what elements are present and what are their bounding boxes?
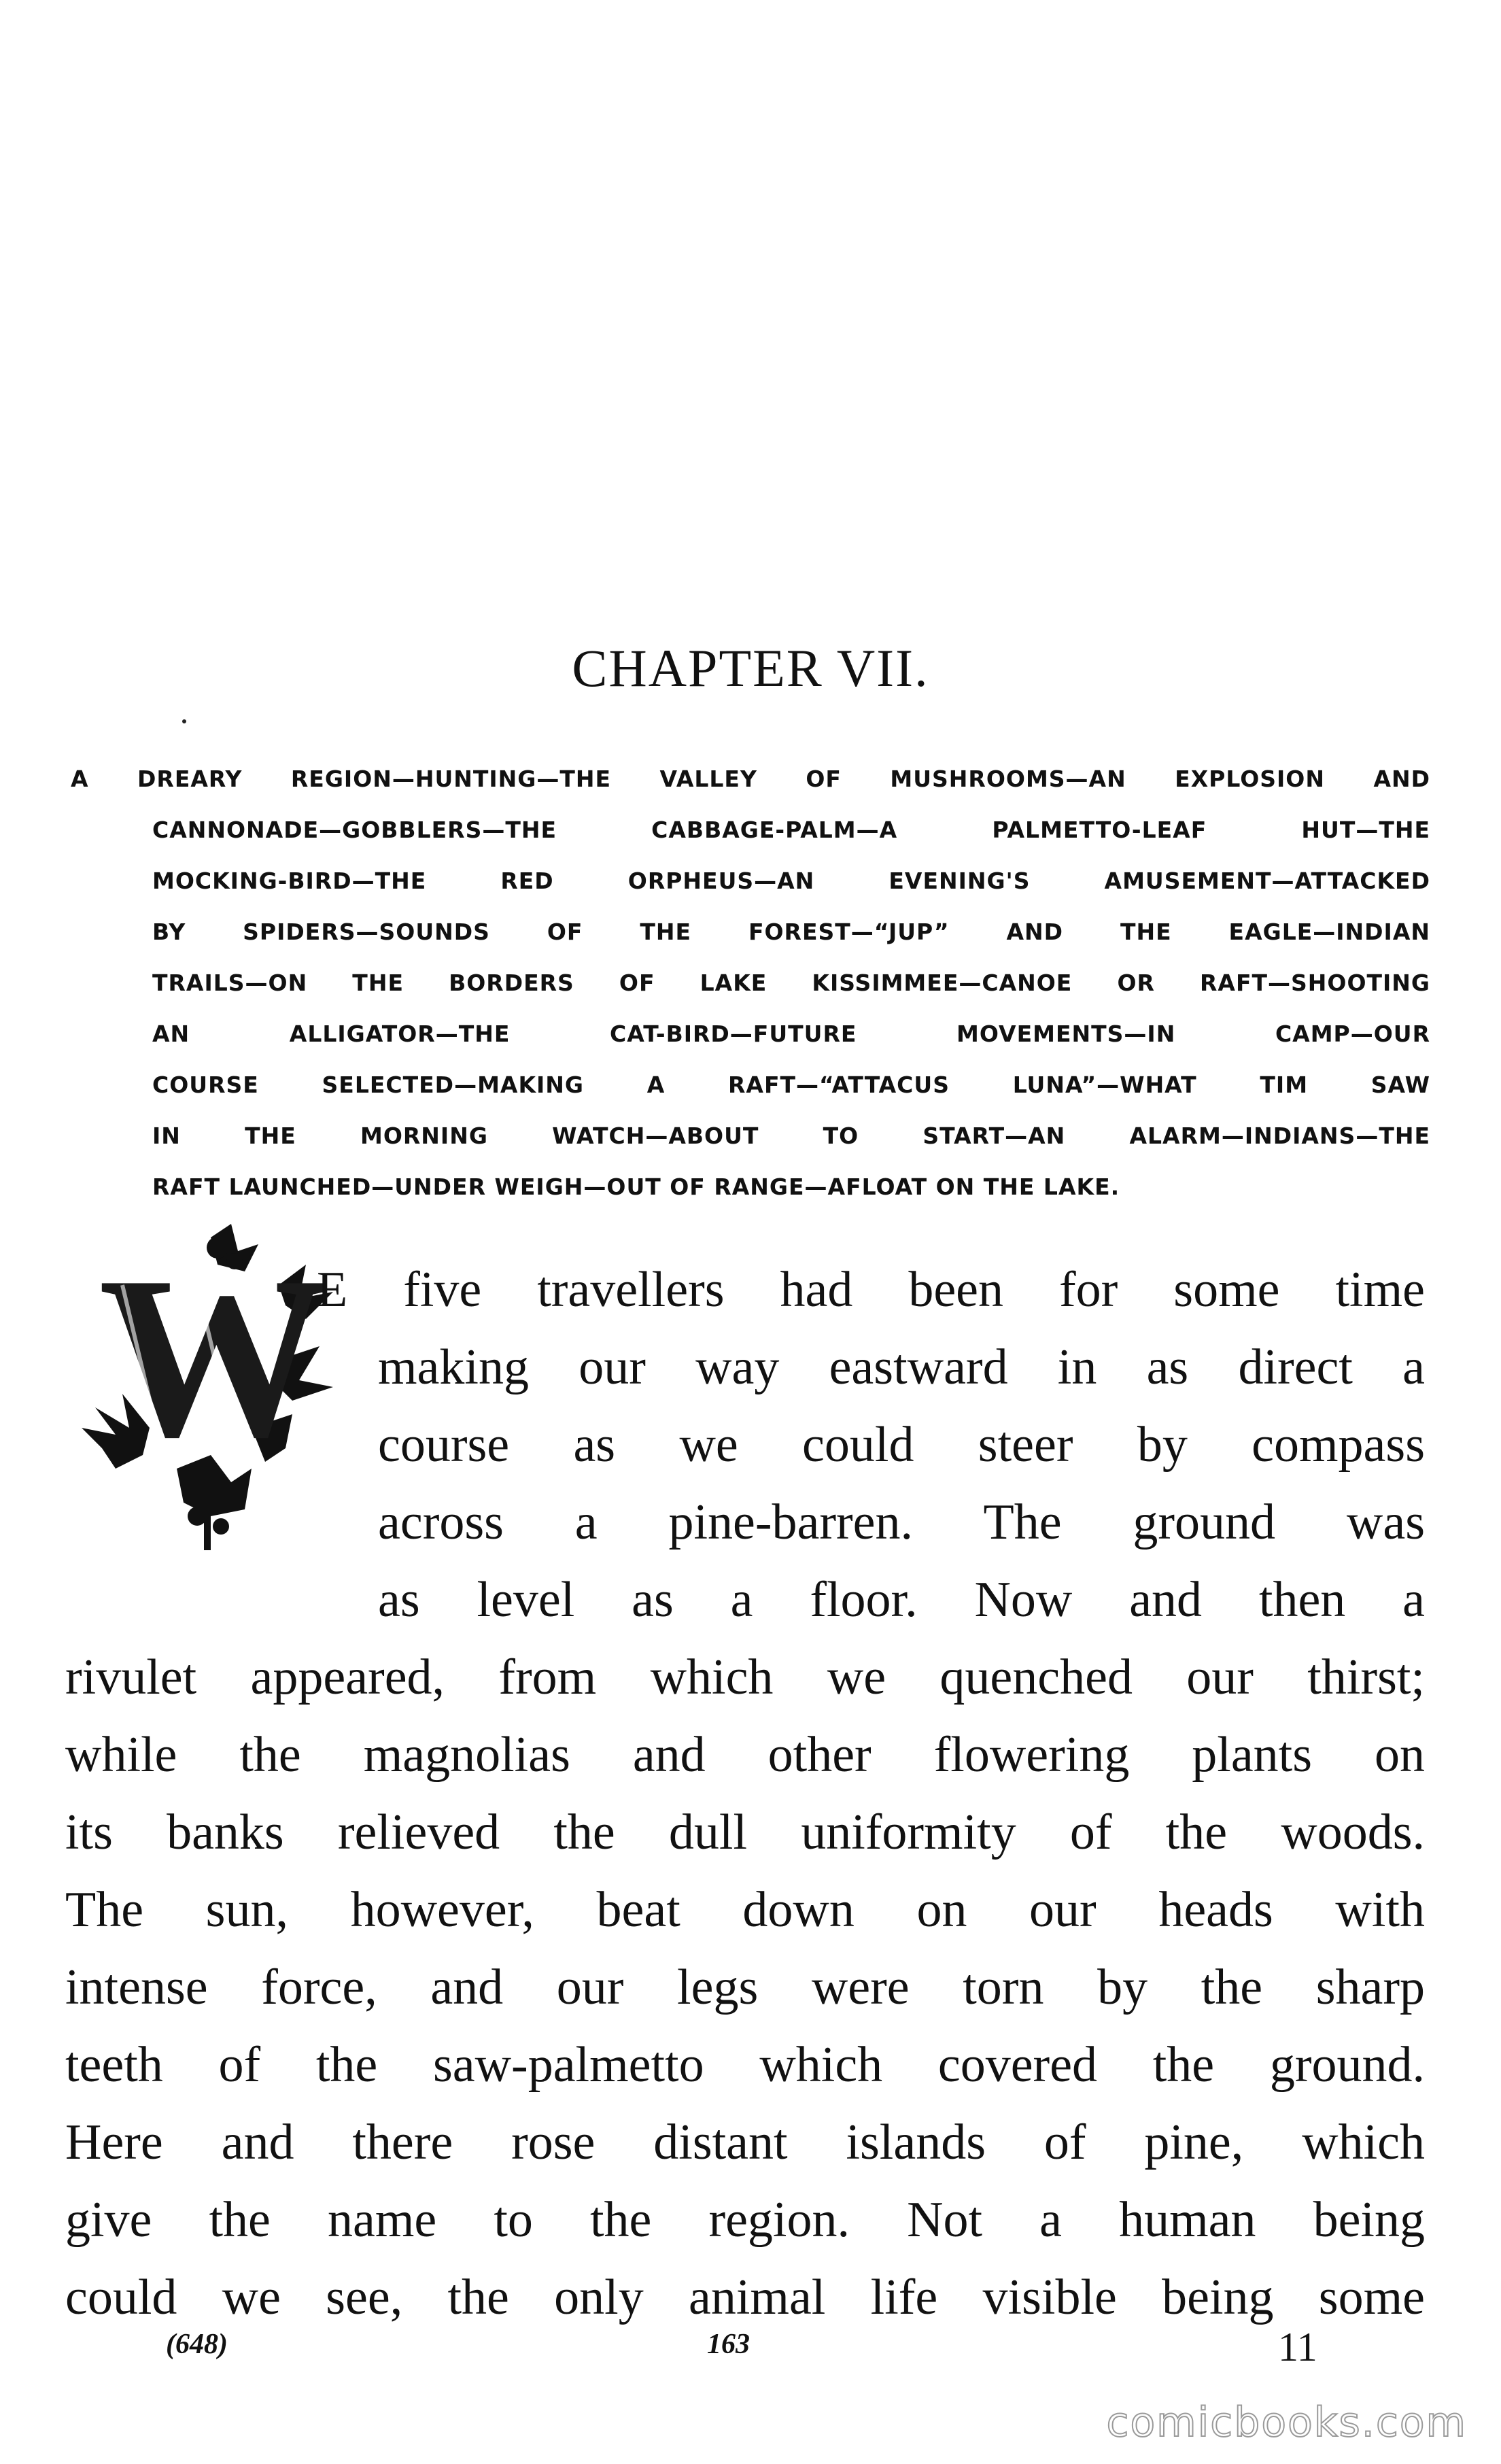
body-line: rivulet appeared, from which we quenched our thirst; <box>65 1649 1425 1705</box>
page-number: 163 <box>707 2329 750 2360</box>
synopsis-line: A DREARY REGION—HUNTING—THE VALLEY OF MUSHROOMS—AN EXPLOSION AND <box>71 766 1430 792</box>
ink-speck <box>182 719 186 723</box>
body-line: teeth of the saw-palmetto which covered the ground. <box>65 2037 1425 2093</box>
synopsis-line: CANNONADE—GOBBLERS—THE CABBAGE-PALM—A PALMETTO-LEAF HUT—THE <box>152 817 1430 843</box>
body-line: Here and there rose distant islands of pine, which <box>65 2115 1425 2170</box>
body-line: intense force, and our legs were torn by the sharp <box>65 1960 1425 2015</box>
page-footer <box>0 2325 1501 2369</box>
body-line: course as we could steer by compass <box>378 1417 1425 1473</box>
chapter-synopsis <box>71 753 1430 1212</box>
synopsis-line: TRAILS—ON THE BORDERS OF LAKE KISSIMMEE—CANOE OR RAFT—SHOOTING <box>152 970 1430 996</box>
chapter-title: CHAPTER VII. <box>572 638 929 698</box>
site-watermark: comicbooks.com <box>1106 2399 1467 2446</box>
body-line: across a pine-barren. The ground was <box>378 1494 1425 1550</box>
body-line: making our way eastward in as direct a <box>378 1339 1425 1395</box>
body-line: The sun, however, beat down on our heads with <box>65 1882 1425 1938</box>
body-line: while the magnolias and other flowering plants on <box>65 1727 1425 1783</box>
synopsis-line: COURSE SELECTED—MAKING A RAFT—“ATTACUS LUNA”—WHAT TIM SAW <box>152 1072 1430 1098</box>
synopsis-line: IN THE MORNING WATCH—ABOUT TO START—AN ALARM—INDIANS—THE <box>152 1123 1430 1149</box>
drop-cap-letter: W <box>99 1229 330 1485</box>
body-paragraph <box>65 1251 1425 2336</box>
synopsis-line: RAFT LAUNCHED—UNDER WEIGH—OUT OF RANGE—AFLOAT ON THE LAKE. <box>152 1174 1120 1200</box>
body-line: E five travellers had been for some time <box>317 1262 1425 1318</box>
synopsis-line: BY SPIDERS—SOUNDS OF THE FOREST—“JUP” AND THE EAGLE—INDIAN <box>152 919 1430 945</box>
synopsis-line: AN ALLIGATOR—THE CAT-BIRD—FUTURE MOVEMENTS—IN CAMP—OUR <box>152 1021 1430 1047</box>
sheet-number: 11 <box>1278 2325 1317 2369</box>
body-line: could we see, the only animal life visible being some <box>65 2270 1425 2325</box>
body-line: give the name to the region. Not a human being <box>65 2192 1425 2248</box>
printer-signature: (648) <box>166 2329 228 2360</box>
body-line: its banks relieved the dull uniformity of the woods. <box>65 1804 1425 1860</box>
body-line: as level as a floor. Now and then a <box>378 1572 1425 1628</box>
synopsis-line: MOCKING-BIRD—THE RED ORPHEUS—AN EVENING'S AMUSEMENT—ATTACKED <box>152 868 1430 894</box>
